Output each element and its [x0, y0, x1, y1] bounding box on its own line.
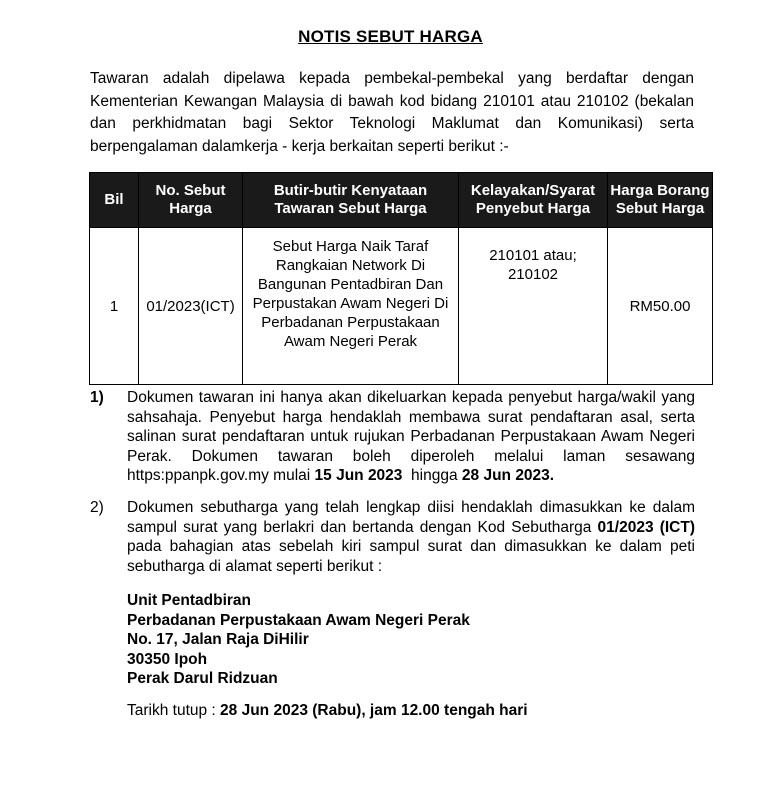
header-butir-kenyataan: Butir-butir Kenyataan Tawaran Sebut Harga — [243, 173, 459, 228]
table-header-row — [90, 173, 713, 228]
clause-1-date-start: 15 Jun 2023 — [314, 467, 403, 484]
address-line: Perak Darul Ridzuan — [127, 670, 278, 687]
notice-title: NOTIS SEBUT HARGA — [298, 27, 483, 46]
address-line: Perbadanan Perpustakaan Awam Negeri Perak — [127, 611, 470, 629]
clause-2-text — [127, 498, 695, 576]
closing-date — [127, 702, 528, 720]
header-bil: Bil — [90, 173, 139, 228]
address-line: No. 17, Jalan Raja DiHilir — [127, 631, 309, 648]
clause-2-text-after: pada bahagian atas sebelah kiri sampul surat dan dimasukkan ke dalam peti sebutharga di alamat seperti berikut : — [127, 538, 695, 575]
clause-1-date-end: 28 Jun 2023. — [461, 467, 555, 484]
clause-1-text — [127, 388, 695, 486]
closing-date-value: 28 Jun 2023 (Rabu), jam 12.00 tengah hari — [220, 702, 528, 719]
clause-2-code: 01/2023 (ICT) — [597, 518, 695, 536]
clause-1-text-mid: hingga — [402, 467, 462, 484]
cell-harga-borang: RM50.00 — [608, 228, 713, 385]
cell-kelayakan-syarat: 210101 atau; 210102 — [459, 228, 608, 385]
address-line: Unit Pentadbiran — [127, 592, 252, 609]
clause-2-number: 2) — [90, 499, 104, 516]
cell-butir-kenyataan: Sebut Harga Naik Taraf Rangkaian Network Di Bangunan Pentadbiran Dan Perpustakan Awam Negeri Di Perbadanan Perpustakaan Awam Negeri Perak — [243, 228, 459, 385]
quotation-table — [89, 172, 713, 385]
closing-date-label: Tarikh tutup : — [127, 702, 221, 719]
table-row — [90, 228, 713, 385]
intro-paragraph: Tawaran adalah dipelawa kepada pembekal-pembekal yang berdaftar dengan Kementerian Kewangan Malaysia di bawah kod bidang 210101 atau 210102 (bekalan dan perkhidmatan bagi Sektor Teknologi Maklumat dan Komunikasi) serta berpengalaman dalamkerja - kerja berkaitan seperti berikut :- — [90, 70, 694, 155]
clause-2 — [90, 498, 695, 576]
clause-2-text-before: Dokumen sebutharga yang telah lengkap diisi hendaklah dimasukkan ke dalam sampul surat yang berlakri dan bertanda dengan Kod Sebutharga — [127, 499, 695, 536]
cell-no-sebut-harga: 01/2023(ICT) — [139, 228, 243, 385]
address-line: 30350 Ipoh — [127, 650, 208, 668]
clause-1 — [90, 388, 695, 486]
clause-1-text-before: Dokumen tawaran ini hanya akan dikeluarkan kepada penyebut harga/wakil yang sahsahaja. Penyebut harga hendaklah membawa surat pendaftaran asal, serta salinan surat pendaftaran untuk rujukan Perbadanan Perpustakaan Awam Negeri Perak. Dokumen tawaran boleh diperoleh melalui laman sesawang https:ppanpk.gov.my mulai — [127, 389, 695, 484]
cell-bil: 1 — [90, 228, 139, 385]
mailing-address — [127, 591, 470, 689]
header-kelayakan-syarat: Kelayakan/Syarat Penyebut Harga — [459, 173, 608, 228]
clause-1-number: 1) — [90, 389, 104, 406]
header-no-sebut-harga: No. Sebut Harga — [139, 173, 243, 228]
header-harga-borang: Harga Borang Sebut Harga — [608, 173, 713, 228]
